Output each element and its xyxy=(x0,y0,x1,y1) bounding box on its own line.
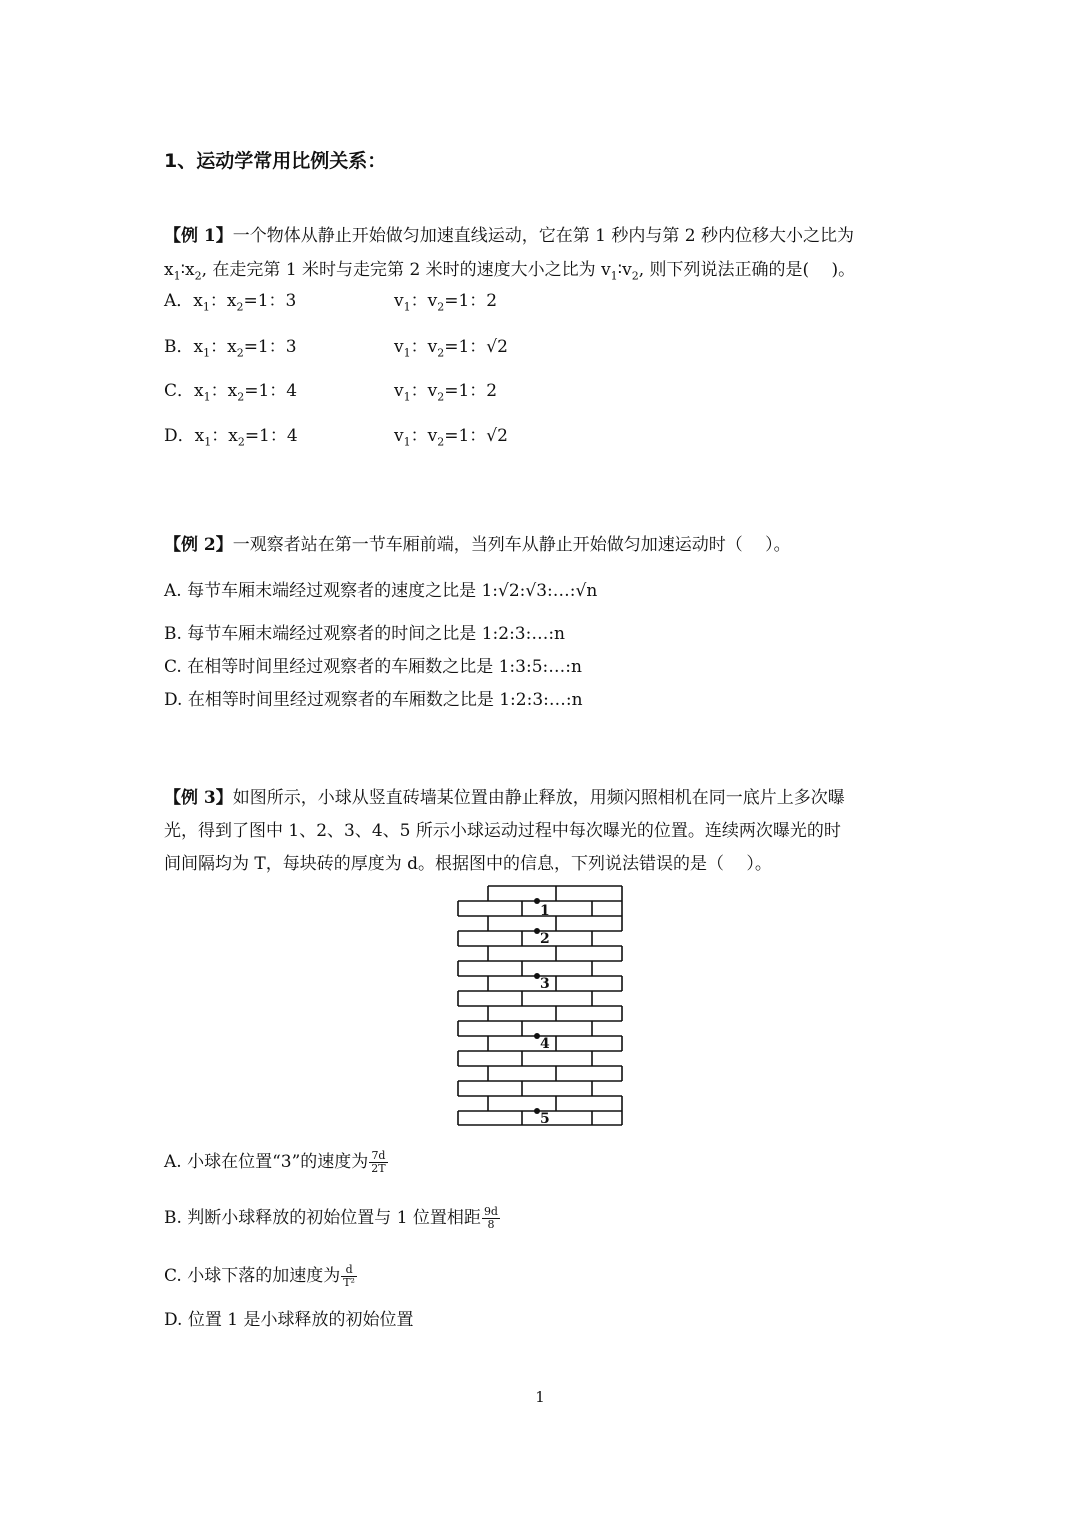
ball-label-2: 2 xyxy=(540,931,550,947)
sqrt-two: √2 xyxy=(486,426,508,446)
ex3-option-b[interactable] xyxy=(164,1206,500,1231)
ex3-label: 【例 3】 xyxy=(164,788,233,808)
ex1-x-symbol: x xyxy=(164,260,174,280)
page-number: 1 xyxy=(535,1388,545,1406)
ex3-stem-line3: 间间隔均为 T，每块砖的厚度为 d。根据图中的信息，下列说法错误的是（ ）。 xyxy=(164,854,772,874)
ex2-stem xyxy=(164,533,791,557)
opt-x: C．x xyxy=(164,381,204,401)
opt-x: B．x xyxy=(164,337,204,357)
ex2-option-b[interactable]: B. 每节车厢末端经过观察者的时间之比是 1:2:3:…:n xyxy=(164,624,566,644)
opt-xr: ：x xyxy=(210,381,238,401)
ex3-optC-text: C. 小球下落的加速度为 xyxy=(164,1266,341,1286)
opt-x: D．x xyxy=(164,426,205,446)
opt-x: A．x xyxy=(164,291,203,311)
ex1-line2-end: , 则下列说法正确的是( )。 xyxy=(638,260,856,280)
opt-vr: ：v xyxy=(410,426,438,446)
opt-sub: 1 xyxy=(403,390,411,404)
opt-vv: =1：2 xyxy=(444,381,498,401)
opt-sub: 2 xyxy=(437,390,445,404)
brick-rows xyxy=(458,886,622,1125)
ball-label-5: 5 xyxy=(540,1111,550,1127)
ex3-option-c[interactable] xyxy=(164,1264,357,1289)
opt-xv: =1：4 xyxy=(244,426,298,446)
opt-sub: 2 xyxy=(437,300,445,314)
fraction-numerator: d xyxy=(341,1264,357,1277)
ex1-stem-line2 xyxy=(164,258,855,288)
ex3-option-a[interactable] xyxy=(164,1150,388,1175)
fraction xyxy=(369,1150,387,1175)
ex3-line1-text: 如图所示，小球从竖直砖墙某位置由静止释放，用频闪照相机在同一底片上多次曝 xyxy=(232,788,845,808)
opt-vr: ：v xyxy=(410,291,438,311)
ex1-sub: 1 xyxy=(610,269,618,283)
ex3-stem-line1 xyxy=(164,786,845,810)
opt-xv: =1：4 xyxy=(244,381,298,401)
ball-label-1: 1 xyxy=(540,903,550,919)
ex3-option-d[interactable]: D. 位置 1 是小球释放的初始位置 xyxy=(164,1310,414,1330)
section-heading: 1、运动学常用比例关系： xyxy=(164,150,387,172)
ex3-optB-text: B. 判断小球释放的初始位置与 1 位置相距 xyxy=(164,1208,481,1228)
ex1-line2-mid: , 在走完第 1 米时与走完第 2 米时的速度大小之比为 v xyxy=(201,260,611,280)
ex2-option-d[interactable]: D. 在相等时间里经过观察者的车厢数之比是 1:2:3:…:n xyxy=(164,690,583,710)
opt-xr: ：x xyxy=(210,337,237,357)
opt-v: v xyxy=(394,291,404,311)
opt-vv: =1： xyxy=(444,426,487,446)
fraction-numerator: 7d xyxy=(369,1150,387,1163)
brick-wall-figure xyxy=(456,884,626,1128)
opt-v: v xyxy=(394,381,404,401)
opt-sub: 2 xyxy=(236,300,244,314)
ball-label-4: 4 xyxy=(540,1036,550,1052)
ex1-sub: 1 xyxy=(173,269,181,283)
ex2-option-c[interactable]: C. 在相等时间里经过观察者的车厢数之比是 1:3:5:…:n xyxy=(164,657,582,677)
ex1-sub: 2 xyxy=(631,269,639,283)
opt-xr: ：x xyxy=(209,291,237,311)
opt-sub: 1 xyxy=(204,435,212,449)
ex2-label: 【例 2】 xyxy=(164,535,233,555)
fraction xyxy=(341,1264,357,1289)
opt-sub: 2 xyxy=(437,346,445,360)
opt-sub: 1 xyxy=(403,435,411,449)
opt-sub: 2 xyxy=(437,435,445,449)
opt-v: v xyxy=(394,426,404,446)
opt-sub: 1 xyxy=(202,300,210,314)
ex1-label: 【例 1】 xyxy=(164,226,233,246)
opt-vv: =1：2 xyxy=(444,291,498,311)
opt-xv: =1：3 xyxy=(243,291,297,311)
ex1-ratio-v: ∶v xyxy=(617,260,632,280)
opt-v: v xyxy=(394,337,404,357)
ex1-line1-text: 一个物体从静止开始做匀加速直线运动，它在第 1 秒内与第 2 秒内位移大小之比为 xyxy=(232,226,854,246)
ex2-stem-text: 一观察者站在第一节车厢前端，当列车从静止开始做匀加速运动时（ ）。 xyxy=(232,535,791,555)
opt-vr: ：v xyxy=(410,381,438,401)
opt-vv: =1： xyxy=(444,337,487,357)
opt-xv: =1：3 xyxy=(243,337,297,357)
opt-sub: 1 xyxy=(203,390,211,404)
opt-sub: 1 xyxy=(403,346,411,360)
opt-sub: 1 xyxy=(203,346,211,360)
ball-label-3: 3 xyxy=(540,976,550,992)
fraction-numerator: 9d xyxy=(483,1205,498,1218)
opt-sub: 2 xyxy=(236,346,244,360)
ex1-stem-line1 xyxy=(164,224,854,248)
opt-sub: 2 xyxy=(237,435,245,449)
fraction-denominator: 2T xyxy=(371,1162,386,1175)
fraction-denominator: T² xyxy=(343,1276,355,1289)
fraction xyxy=(482,1206,500,1231)
ex1-ratio-x: ∶x xyxy=(180,260,195,280)
opt-xr: ：x xyxy=(211,426,238,446)
sqrt-two: √2 xyxy=(486,337,508,357)
ex3-stem-line2: 光，得到了图中 1、2、3、4、5 所示小球运动过程中每次曝光的位置。连续两次曝光的时 xyxy=(164,821,841,841)
ex3-optA-text: A. 小球在位置“3”的速度为 xyxy=(164,1152,369,1172)
opt-vr: ：v xyxy=(410,337,438,357)
ex1-sub: 2 xyxy=(194,269,202,283)
opt-sub: 1 xyxy=(403,300,411,314)
ex2-option-a[interactable]: A. 每节车厢末端经过观察者的速度之比是 1:√2:√3:…:√n xyxy=(164,581,598,601)
fraction-denominator: 8 xyxy=(487,1218,495,1231)
opt-sub: 2 xyxy=(237,390,245,404)
